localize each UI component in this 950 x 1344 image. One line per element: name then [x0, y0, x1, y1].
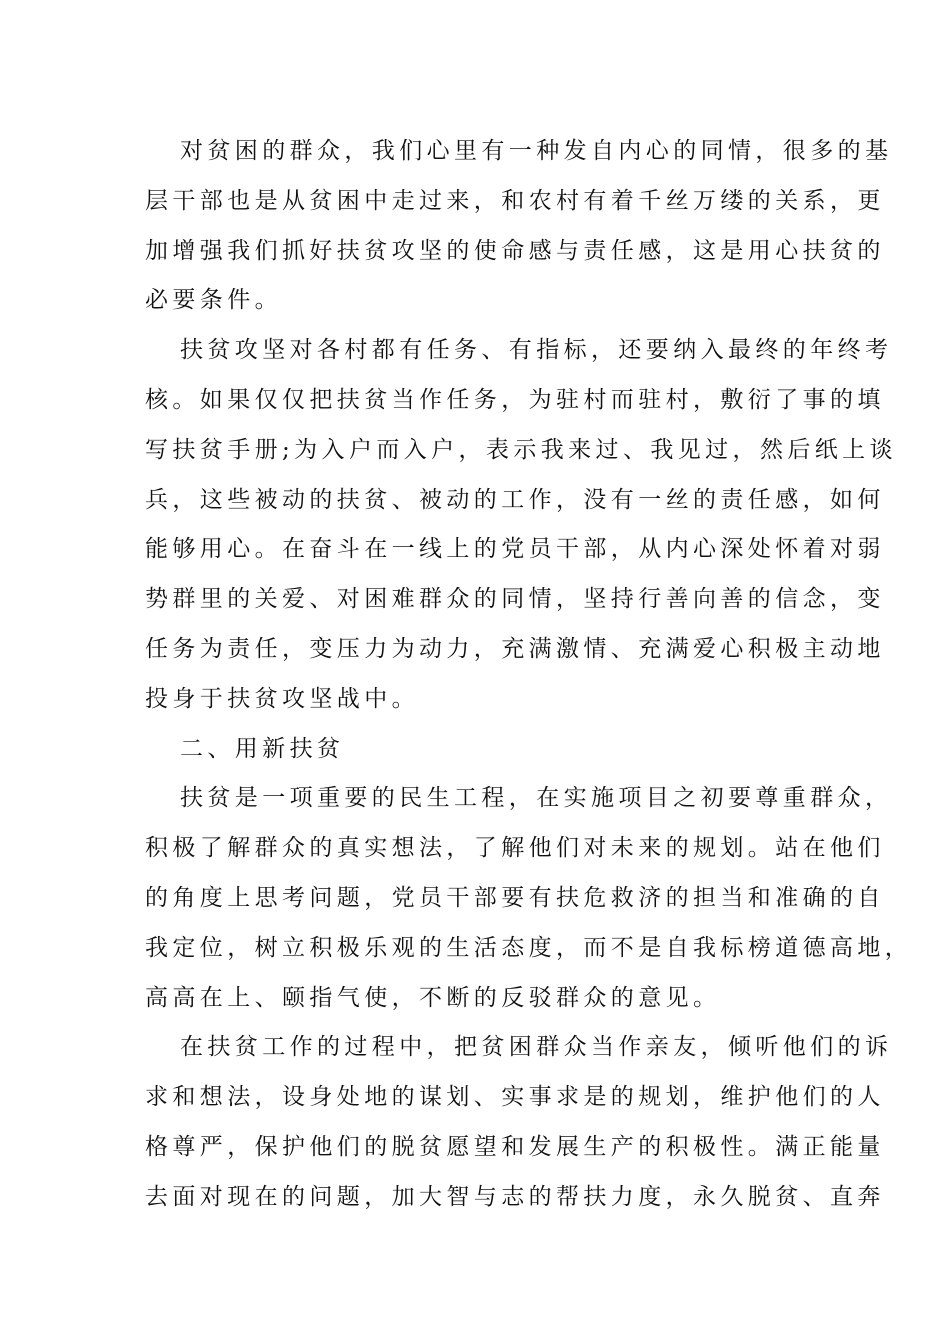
text-line: 我定位，树立积极乐观的生活态度，而不是自我标榜道德高地， [145, 934, 913, 961]
section-heading-text: 二、用新扶贫 [180, 735, 345, 762]
text-line: 积极了解群众的真实想法，了解他们对未来的规划。站在他们 [145, 835, 885, 862]
text-line: 核。如果仅仅把扶贫当作任务，为驻村而驻村，敷衍了事的填 [145, 386, 885, 413]
paragraph-p1 [145, 127, 893, 326]
text-line: 必要条件。 [145, 287, 282, 314]
text-line: 兵，这些被动的扶贫、被动的工作，没有一丝的责任感，如何 [145, 486, 885, 513]
paragraph-p2 [145, 326, 897, 724]
text-line: 加增强我们抓好扶贫攻坚的使命感与责任感，这是用心扶贫的 [145, 237, 885, 264]
text-line: 任务为责任，变压力为动力，充满激情、充满爱心积极主动地 [145, 635, 885, 662]
section-heading-2 [145, 725, 825, 775]
document-body [145, 127, 913, 1223]
text-line: 求和想法，设身处地的谋划、实事求是的规划，维护他们的人 [145, 1084, 885, 1111]
text-line: 扶贫攻坚对各村都有任务、有指标，还要纳入最终的年终考 [180, 337, 893, 364]
text-line: 层干部也是从贫困中走过来，和农村有着千丝万缕的关系，更 [145, 187, 885, 214]
text-line: 格尊严，保护他们的脱贫愿望和发展生产的积极性。满正能量 [145, 1133, 885, 1160]
text-line: 对贫困的群众，我们心里有一种发自内心的同情，很多的基 [180, 138, 893, 164]
text-line: 写扶贫手册;为入户而入户，表示我来过、我见过，然后纸上谈 [145, 436, 897, 463]
text-line: 高高在上、颐指气使，不断的反驳群众的意见。 [145, 984, 721, 1011]
text-line: 投身于扶贫攻坚战中。 [145, 685, 419, 712]
paragraph-p4 [145, 1023, 893, 1222]
text-line: 扶贫是一项重要的民生工程，在实施项目之初要尊重群众， [180, 785, 893, 812]
text-line: 在扶贫工作的过程中，把贫困群众当作亲友，倾听他们的诉 [180, 1034, 893, 1061]
text-line: 能够用心。在奋斗在一线上的党员干部，从内心深处怀着对弱 [145, 536, 885, 563]
text-line: 的角度上思考问题，党员干部要有扶危救济的担当和准确的自 [145, 884, 885, 911]
text-line: 势群里的关爱、对困难群众的同情，坚持行善向善的信念，变 [145, 586, 885, 613]
paragraph-p3 [145, 774, 913, 1023]
text-line: 去面对现在的问题，加大智与志的帮扶力度，永久脱贫、直奔 [145, 1183, 885, 1210]
